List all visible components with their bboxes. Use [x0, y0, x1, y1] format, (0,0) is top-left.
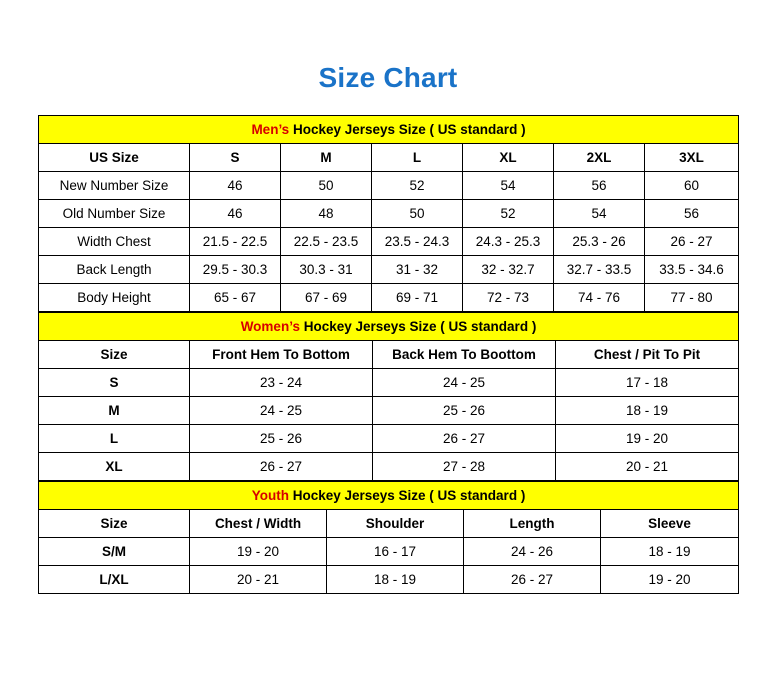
mens-cell: 69 - 71: [372, 284, 463, 312]
mens-banner-row: [39, 116, 739, 144]
womens-header-row: [39, 341, 739, 369]
youth-cell: 19 - 20: [601, 566, 739, 594]
womens-cell: 24 - 25: [190, 397, 373, 425]
table-row: [39, 538, 739, 566]
mens-header-cell: XL: [463, 144, 554, 172]
youth-banner-rest: Hockey Jerseys Size ( US standard ): [288, 488, 526, 503]
youth-banner-accent: Youth: [251, 488, 289, 503]
womens-cell: 23 - 24: [190, 369, 373, 397]
mens-banner-accent: Men’s: [251, 122, 290, 137]
mens-cell: 24.3 - 25.3: [463, 228, 554, 256]
mens-row-label: Old Number Size: [39, 200, 190, 228]
mens-cell: 21.5 - 22.5: [190, 228, 281, 256]
youth-row-label: L/XL: [39, 566, 190, 594]
youth-cell: 26 - 27: [464, 566, 601, 594]
mens-header-cell: M: [281, 144, 372, 172]
mens-header-cell: S: [190, 144, 281, 172]
mens-cell: 29.5 - 30.3: [190, 256, 281, 284]
womens-header-cell: Chest / Pit To Pit: [556, 341, 739, 369]
youth-cell: 19 - 20: [190, 538, 327, 566]
mens-row-label: New Number Size: [39, 172, 190, 200]
youth-header-cell: Length: [464, 510, 601, 538]
womens-row-label: M: [39, 397, 190, 425]
womens-cell: 25 - 26: [373, 397, 556, 425]
mens-cell: 46: [190, 200, 281, 228]
womens-banner: [39, 313, 739, 341]
mens-cell: 23.5 - 24.3: [372, 228, 463, 256]
mens-header-cell: 3XL: [645, 144, 739, 172]
table-row: [39, 172, 739, 200]
mens-cell: 72 - 73: [463, 284, 554, 312]
youth-header-cell: Chest / Width: [190, 510, 327, 538]
womens-cell: 18 - 19: [556, 397, 739, 425]
mens-cell: 65 - 67: [190, 284, 281, 312]
mens-cell: 50: [281, 172, 372, 200]
mens-row-label: Width Chest: [39, 228, 190, 256]
table-row: [39, 425, 739, 453]
youth-size-table: [38, 481, 739, 594]
youth-cell: 24 - 26: [464, 538, 601, 566]
size-chart-tables: [38, 115, 738, 594]
mens-cell: 67 - 69: [281, 284, 372, 312]
mens-size-table: [38, 115, 739, 312]
youth-cell: 20 - 21: [190, 566, 327, 594]
womens-header-cell: Front Hem To Bottom: [190, 341, 373, 369]
womens-size-table: [38, 312, 739, 481]
mens-header-row: [39, 144, 739, 172]
youth-header-cell: Shoulder: [327, 510, 464, 538]
womens-header-cell: Back Hem To Boottom: [373, 341, 556, 369]
womens-banner-row: [39, 313, 739, 341]
mens-cell: 32 - 32.7: [463, 256, 554, 284]
womens-cell: 27 - 28: [373, 453, 556, 481]
womens-header-cell: Size: [39, 341, 190, 369]
womens-banner-rest: Hockey Jerseys Size ( US standard ): [299, 319, 537, 334]
mens-row-label: Body Height: [39, 284, 190, 312]
mens-cell: 54: [554, 200, 645, 228]
womens-cell: 20 - 21: [556, 453, 739, 481]
youth-header-row: [39, 510, 739, 538]
mens-cell: 31 - 32: [372, 256, 463, 284]
mens-cell: 22.5 - 23.5: [281, 228, 372, 256]
mens-cell: 50: [372, 200, 463, 228]
womens-cell: 24 - 25: [373, 369, 556, 397]
page-title: Size Chart: [318, 62, 458, 93]
youth-header-cell: Size: [39, 510, 190, 538]
table-row: [39, 566, 739, 594]
youth-banner-row: [39, 482, 739, 510]
mens-row-label: Back Length: [39, 256, 190, 284]
mens-cell: 33.5 - 34.6: [645, 256, 739, 284]
womens-banner-accent: Women’s: [240, 319, 300, 334]
womens-cell: 25 - 26: [190, 425, 373, 453]
womens-cell: 17 - 18: [556, 369, 739, 397]
table-row: [39, 284, 739, 312]
mens-cell: 74 - 76: [554, 284, 645, 312]
youth-cell: 16 - 17: [327, 538, 464, 566]
table-row: [39, 397, 739, 425]
womens-cell: 26 - 27: [373, 425, 556, 453]
youth-banner: [39, 482, 739, 510]
womens-cell: 26 - 27: [190, 453, 373, 481]
mens-header-cell: US Size: [39, 144, 190, 172]
mens-cell: 46: [190, 172, 281, 200]
womens-row-label: XL: [39, 453, 190, 481]
mens-cell: 32.7 - 33.5: [554, 256, 645, 284]
youth-cell: 18 - 19: [327, 566, 464, 594]
youth-cell: 18 - 19: [601, 538, 739, 566]
mens-cell: 52: [372, 172, 463, 200]
mens-cell: 48: [281, 200, 372, 228]
mens-header-cell: 2XL: [554, 144, 645, 172]
mens-cell: 54: [463, 172, 554, 200]
mens-cell: 25.3 - 26: [554, 228, 645, 256]
mens-banner-rest: Hockey Jerseys Size ( US standard ): [289, 122, 526, 137]
table-row: [39, 369, 739, 397]
youth-row-label: S/M: [39, 538, 190, 566]
mens-cell: 56: [645, 200, 739, 228]
womens-cell: 19 - 20: [556, 425, 739, 453]
womens-row-label: S: [39, 369, 190, 397]
mens-cell: 30.3 - 31: [281, 256, 372, 284]
mens-cell: 52: [463, 200, 554, 228]
mens-cell: 77 - 80: [645, 284, 739, 312]
mens-cell: 60: [645, 172, 739, 200]
womens-row-label: L: [39, 425, 190, 453]
table-row: [39, 228, 739, 256]
mens-header-cell: L: [372, 144, 463, 172]
mens-cell: 26 - 27: [645, 228, 739, 256]
mens-cell: 56: [554, 172, 645, 200]
table-row: [39, 256, 739, 284]
table-row: [39, 200, 739, 228]
table-row: [39, 453, 739, 481]
youth-header-cell: Sleeve: [601, 510, 739, 538]
mens-banner: [39, 116, 739, 144]
